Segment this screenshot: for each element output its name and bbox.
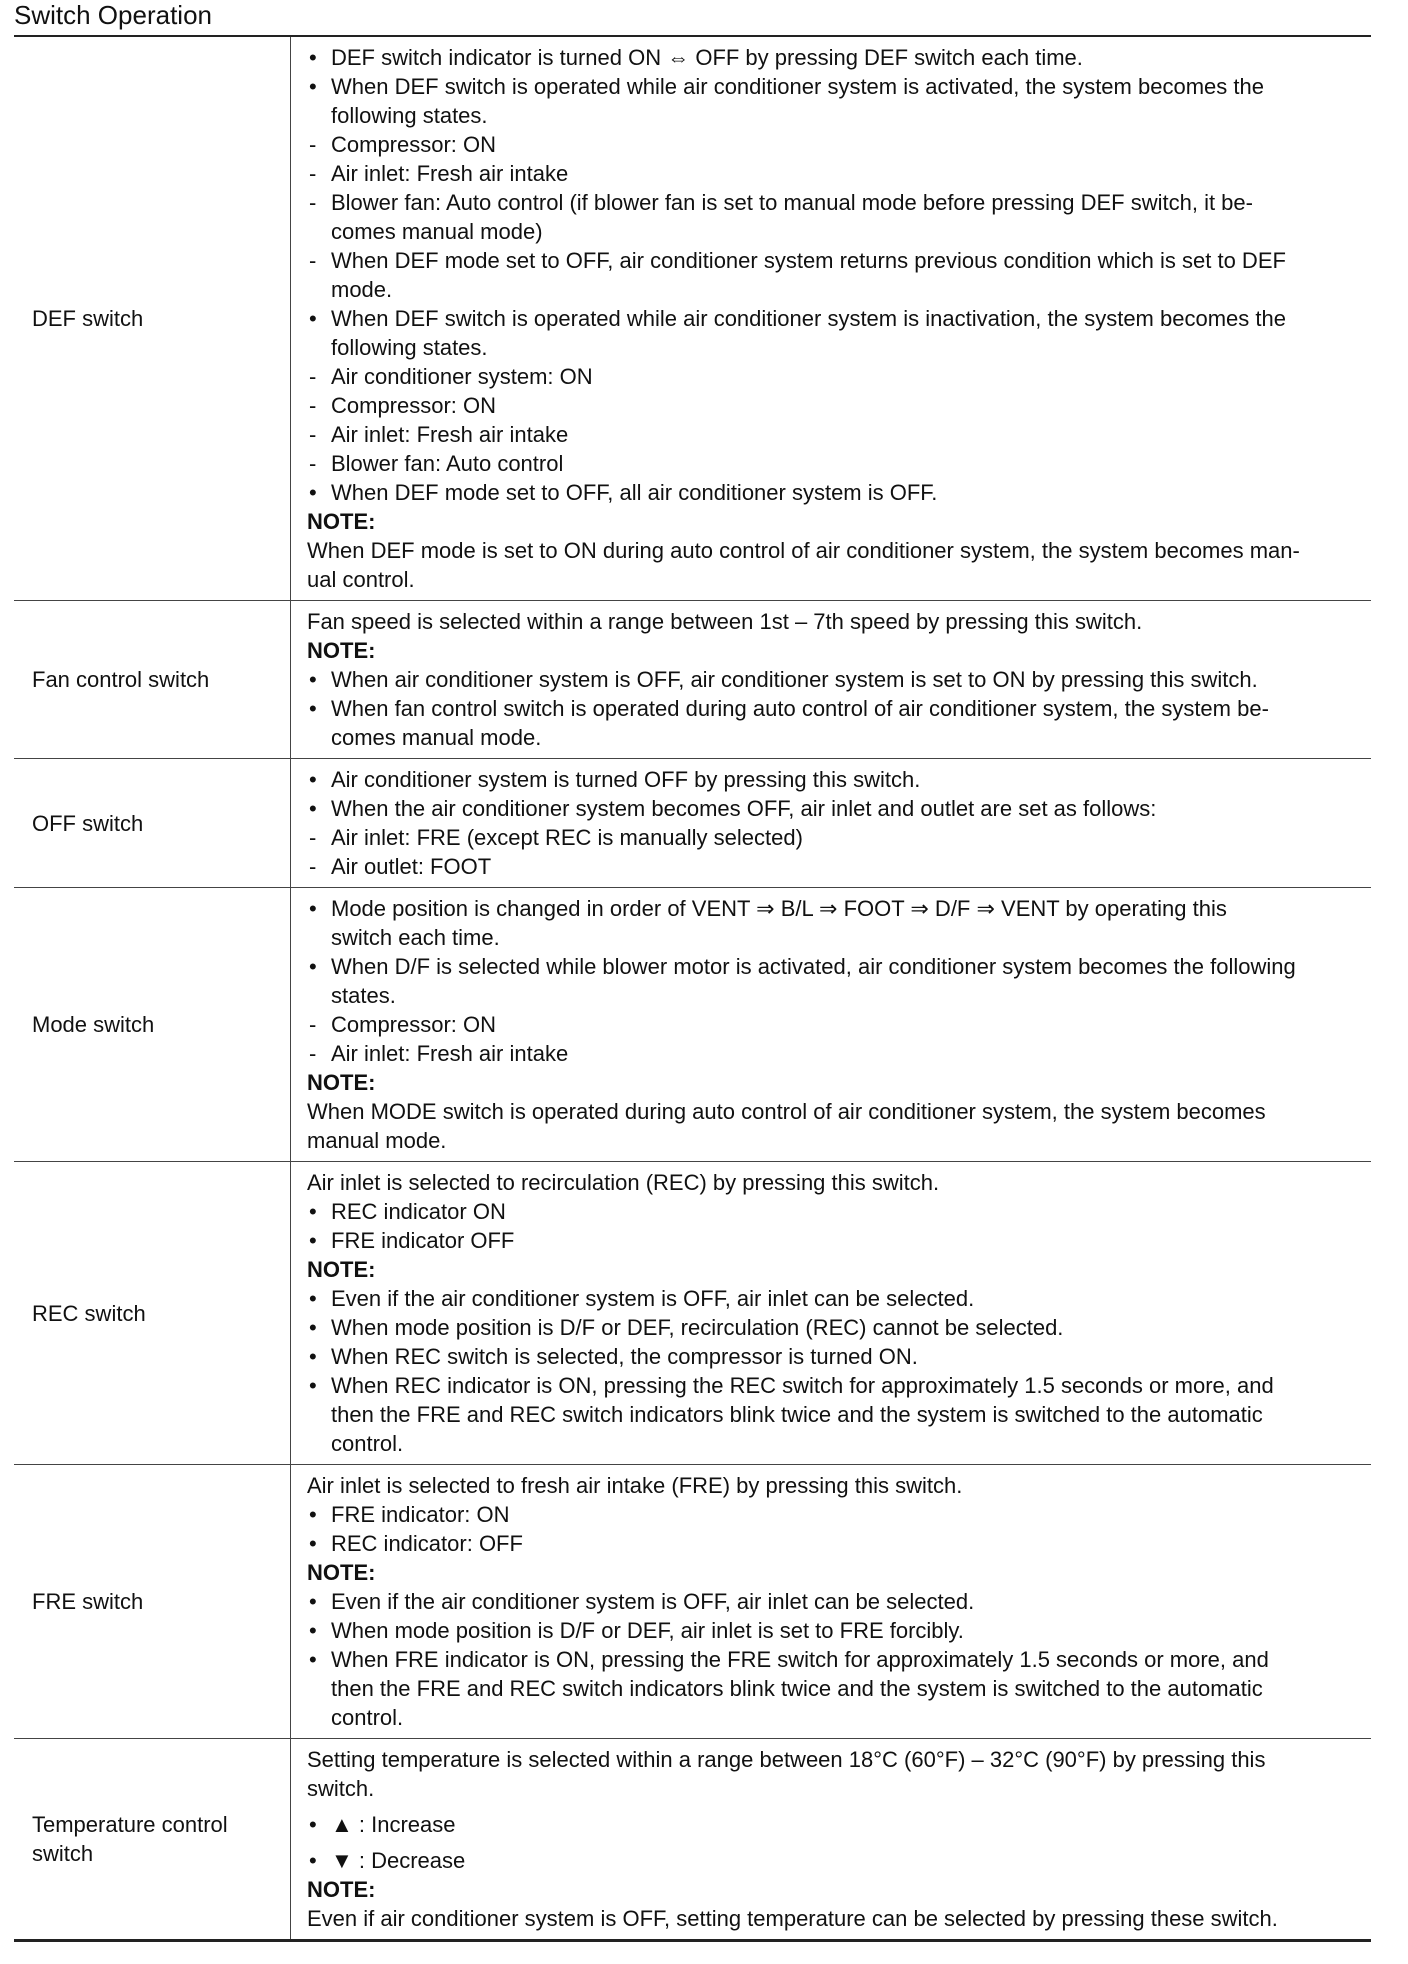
item-text: FRE indicator: ON — [331, 1502, 510, 1527]
dash-item — [307, 449, 1363, 478]
switch-name-cell — [14, 601, 291, 758]
item-continuation: switch each time. — [331, 925, 500, 950]
bullet-item — [307, 765, 1363, 794]
item-text: ▼ : Decrease — [331, 1848, 466, 1873]
item-continuation: following states. — [331, 335, 488, 360]
bullet-marker-icon: • — [309, 1848, 317, 1873]
bullet-item — [307, 1342, 1363, 1371]
bullet-marker-icon: • — [309, 1812, 317, 1837]
bullet-item — [307, 1846, 1363, 1875]
paragraph-line: Air inlet is selected to recirculation (REC) by pressing this switch. — [307, 1170, 940, 1195]
note-heading: NOTE: — [307, 1560, 376, 1585]
item-text: REC indicator: OFF — [331, 1531, 523, 1556]
table-row — [14, 1738, 1371, 1939]
bullet-item — [307, 1810, 1363, 1839]
description-cell — [291, 37, 1371, 600]
item-text: Air inlet: Fresh air intake — [331, 422, 569, 447]
switch-name: Fan control switch — [32, 667, 210, 692]
dash-item — [307, 159, 1363, 188]
bullet-item — [307, 1587, 1363, 1616]
switch-name: DEF switch — [32, 306, 144, 331]
dash-item — [307, 823, 1363, 852]
item-text: Compressor: ON — [331, 132, 497, 157]
paragraph-line: ual control. — [307, 567, 415, 592]
paragraph-line: Setting temperature is selected within a range between 18°C (60°F) – 32°C (90°F) by pressing this — [307, 1747, 1266, 1772]
dash-marker-icon: - — [309, 190, 317, 215]
bullet-item — [307, 794, 1363, 823]
bullet-marker-icon: • — [309, 306, 317, 331]
item-text: When the air conditioner system becomes OFF, air inlet and outlet are set as follows: — [331, 796, 1157, 821]
item-continuation: following states. — [331, 103, 488, 128]
bullet-marker-icon: • — [309, 954, 317, 979]
item-text: When DEF mode set to OFF, air conditioner system returns previous condition which is set to DEF — [331, 248, 1286, 273]
item-text: Air inlet: Fresh air intake — [331, 161, 569, 186]
bullet-marker-icon: • — [309, 1531, 317, 1556]
dash-item — [307, 852, 1363, 881]
paragraph-line: switch. — [307, 1776, 375, 1801]
item-continuation: states. — [331, 983, 396, 1008]
dash-marker-icon: - — [309, 451, 317, 476]
paragraph-line: Even if air conditioner system is OFF, setting temperature can be selected by pressing these switch. — [307, 1906, 1278, 1931]
item-text: When FRE indicator is ON, pressing the FRE switch for approximately 1.5 seconds or more, and — [331, 1647, 1269, 1672]
bullet-marker-icon: • — [309, 896, 317, 921]
item-continuation: comes manual mode. — [331, 725, 542, 750]
switch-name-cell — [14, 1739, 291, 1939]
bullet-item — [307, 43, 1363, 72]
switch-name-cell — [14, 759, 291, 887]
switch-name: Mode switch — [32, 1012, 155, 1037]
bullet-item — [307, 478, 1363, 507]
item-text: Blower fan: Auto control — [331, 451, 564, 476]
dash-marker-icon: - — [309, 364, 317, 389]
item-text: When REC indicator is ON, pressing the REC switch for approximately 1.5 seconds or more, and — [331, 1373, 1274, 1398]
note-heading: NOTE: — [307, 509, 376, 534]
item-text: Even if the air conditioner system is OFF, air inlet can be selected. — [331, 1589, 975, 1614]
description-cell — [291, 759, 1371, 887]
item-text: Air conditioner system: ON — [331, 364, 593, 389]
note-heading: NOTE: — [307, 1257, 376, 1282]
note-heading: NOTE: — [307, 638, 376, 663]
item-continuation: control. — [331, 1705, 404, 1730]
bullet-marker-icon: • — [309, 1647, 317, 1672]
bullet-item — [307, 1284, 1363, 1313]
bullet-item — [307, 1313, 1363, 1342]
bullet-marker-icon: • — [309, 1373, 317, 1398]
bullet-item — [307, 1500, 1363, 1529]
dash-item — [307, 246, 1363, 275]
bullet-item — [307, 665, 1363, 694]
table-row — [14, 887, 1371, 1161]
item-continuation: comes manual mode) — [331, 219, 543, 244]
item-text: Air inlet: FRE (except REC is manually selected) — [331, 825, 803, 850]
dash-marker-icon: - — [309, 825, 317, 850]
item-text: Mode position is changed in order of VENT ⇒ B/L ⇒ FOOT ⇒ D/F ⇒ VENT by operating this — [331, 896, 1227, 921]
item-text: When mode position is D/F or DEF, air inlet is set to FRE forcibly. — [331, 1618, 964, 1643]
item-text: When REC switch is selected, the compressor is turned ON. — [331, 1344, 918, 1369]
item-text: When DEF mode set to OFF, all air conditioner system is OFF. — [331, 480, 938, 505]
bullet-item — [307, 1616, 1363, 1645]
item-text: Air inlet: Fresh air intake — [331, 1041, 569, 1066]
dash-item — [307, 420, 1363, 449]
item-text: DEF switch indicator is turned ON ⇔ OFF by pressing DEF switch each time. — [331, 45, 1083, 70]
paragraph-line: Fan speed is selected within a range between 1st – 7th speed by pressing this switch. — [307, 609, 1143, 634]
switch-name: REC switch — [32, 1300, 146, 1326]
description-cell — [291, 888, 1371, 1161]
bullet-item — [307, 894, 1363, 923]
page-title: Switch Operation — [14, 0, 212, 30]
description-cell — [291, 601, 1371, 758]
bullet-item — [307, 1645, 1363, 1674]
description-cell — [291, 1739, 1371, 1939]
switch-name: OFF switch — [32, 810, 144, 836]
bullet-item — [307, 694, 1363, 723]
table-row — [14, 37, 1371, 600]
item-text: When fan control switch is operated during auto control of air conditioner system, the system be- — [331, 696, 1269, 721]
switch-name-cell — [14, 1162, 291, 1464]
bullet-marker-icon: • — [309, 1618, 317, 1643]
dash-marker-icon: - — [309, 1012, 317, 1037]
item-continuation: control. — [331, 1431, 404, 1456]
item-text: Air conditioner system is turned OFF by pressing this switch. — [331, 767, 921, 792]
table-row — [14, 1161, 1371, 1464]
bullet-marker-icon: • — [309, 1286, 317, 1311]
bullet-marker-icon: • — [309, 480, 317, 505]
bullet-marker-icon: • — [309, 1502, 317, 1527]
item-text: REC indicator ON — [331, 1199, 506, 1224]
table-row — [14, 600, 1371, 758]
paragraph-line: manual mode. — [307, 1128, 447, 1153]
bullet-item — [307, 1371, 1363, 1400]
paragraph-line: When DEF mode is set to ON during auto control of air conditioner system, the system becomes man- — [307, 538, 1300, 563]
dash-marker-icon: - — [309, 854, 317, 879]
bullet-item — [307, 1529, 1363, 1558]
item-continuation: then the FRE and REC switch indicators blink twice and the system is switched to the automatic — [331, 1676, 1263, 1701]
bullet-marker-icon: • — [309, 1199, 317, 1224]
item-text: ▲ : Increase — [331, 1812, 456, 1837]
description-cell — [291, 1162, 1371, 1464]
bullet-item — [307, 1197, 1363, 1226]
item-continuation: mode. — [331, 277, 393, 302]
item-continuation: then the FRE and REC switch indicators blink twice and the system is switched to the automatic — [331, 1402, 1263, 1427]
dash-marker-icon: - — [309, 422, 317, 447]
bullet-item — [307, 72, 1363, 101]
item-text: Even if the air conditioner system is OFF, air inlet can be selected. — [331, 1286, 975, 1311]
switch-name: FRE switch — [32, 1589, 144, 1614]
item-text: Air outlet: FOOT — [331, 854, 492, 879]
description-cell — [291, 1465, 1371, 1738]
note-heading: NOTE: — [307, 1877, 376, 1902]
dash-item — [307, 362, 1363, 391]
bullet-marker-icon: • — [309, 1344, 317, 1369]
dash-item — [307, 1010, 1363, 1039]
dash-item — [307, 188, 1363, 217]
table-row — [14, 758, 1371, 887]
bullet-marker-icon: • — [309, 1315, 317, 1340]
item-text: FRE indicator OFF — [331, 1228, 515, 1253]
switch-operation-table — [14, 35, 1371, 1942]
switch-name-cell — [14, 888, 291, 1161]
bullet-marker-icon: • — [309, 767, 317, 792]
dash-marker-icon: - — [309, 248, 317, 273]
dash-marker-icon: - — [309, 161, 317, 186]
bullet-item — [307, 304, 1363, 333]
dash-marker-icon: - — [309, 132, 317, 157]
item-text: When mode position is D/F or DEF, recirculation (REC) cannot be selected. — [331, 1315, 1064, 1340]
bullet-marker-icon: • — [309, 74, 317, 99]
bullet-marker-icon: • — [309, 667, 317, 692]
bullet-marker-icon: • — [309, 696, 317, 721]
dash-item — [307, 130, 1363, 159]
item-text: Blower fan: Auto control (if blower fan is set to manual mode before pressing DEF switch, it be- — [331, 190, 1253, 215]
table-row — [14, 1464, 1371, 1738]
dash-item — [307, 1039, 1363, 1068]
item-text: When DEF switch is operated while air conditioner system is activated, the system becomes the — [331, 74, 1264, 99]
switch-name: Temperature control switch — [32, 1812, 228, 1866]
bullet-item — [307, 1226, 1363, 1255]
switch-name-cell — [14, 1465, 291, 1738]
note-heading: NOTE: — [307, 1070, 376, 1095]
paragraph-line: Air inlet is selected to fresh air intake (FRE) by pressing this switch. — [307, 1473, 963, 1498]
bullet-marker-icon: • — [309, 796, 317, 821]
dash-marker-icon: - — [309, 393, 317, 418]
bullet-item — [307, 952, 1363, 981]
item-text: Compressor: ON — [331, 1012, 497, 1037]
switch-name-cell — [14, 37, 291, 600]
dash-item — [307, 391, 1363, 420]
dash-marker-icon: - — [309, 1041, 317, 1066]
item-text: When D/F is selected while blower motor is activated, air conditioner system becomes the following — [331, 954, 1296, 979]
item-text: When air conditioner system is OFF, air conditioner system is set to ON by pressing this switch. — [331, 667, 1258, 692]
item-text: When DEF switch is operated while air conditioner system is inactivation, the system becomes the — [331, 306, 1286, 331]
item-text: Compressor: ON — [331, 393, 497, 418]
bullet-marker-icon: • — [309, 1589, 317, 1614]
bullet-marker-icon: • — [309, 1228, 317, 1253]
paragraph-line: When MODE switch is operated during auto control of air conditioner system, the system becomes — [307, 1099, 1266, 1124]
bullet-marker-icon: • — [309, 45, 317, 70]
